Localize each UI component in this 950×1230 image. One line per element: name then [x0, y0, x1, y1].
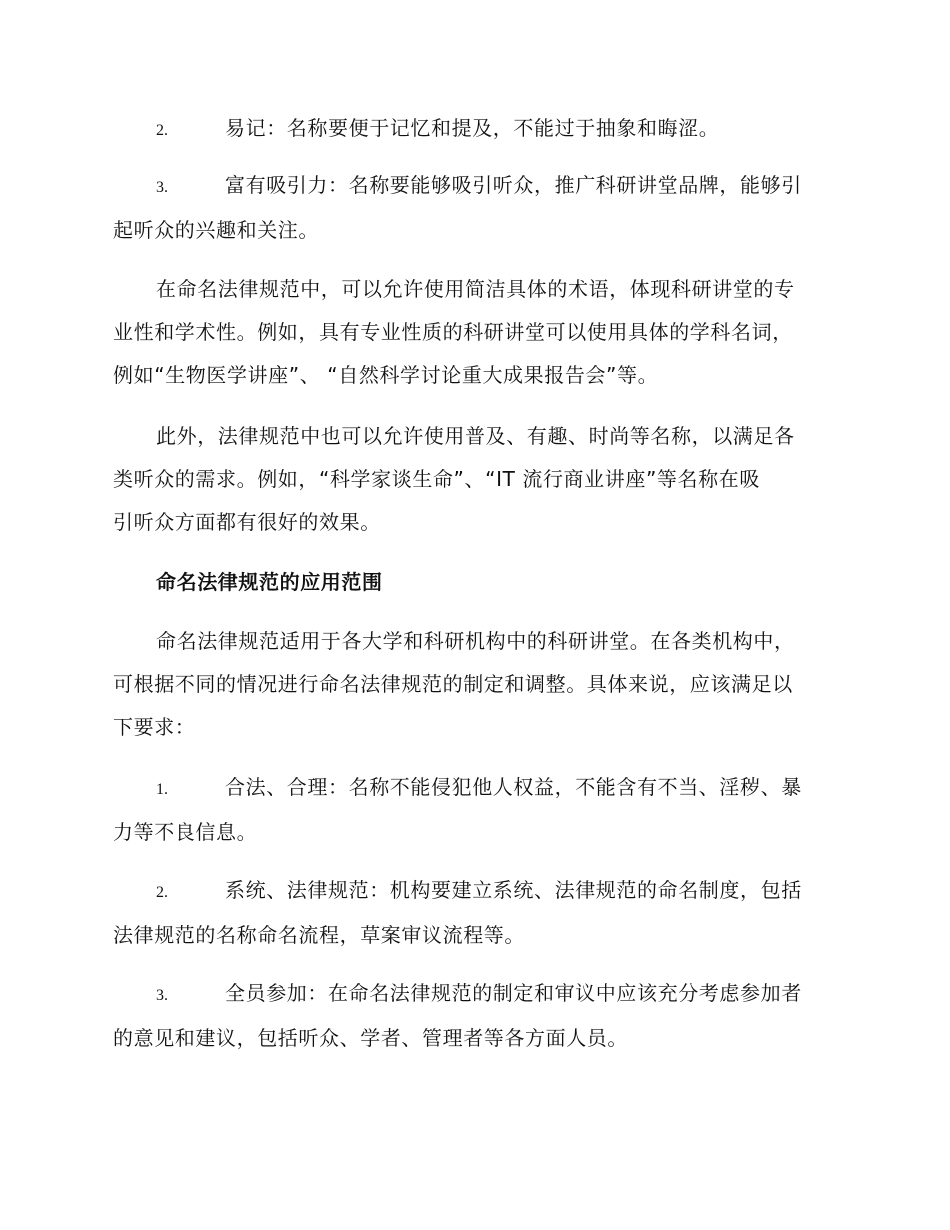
paragraph-popular: [113, 415, 837, 544]
section-heading: [113, 561, 837, 604]
list-item-line: [113, 766, 837, 811]
list-item-text: 合法、合理：名称不能侵犯他人权益，不能含有不当、淫秽、暴: [225, 775, 802, 799]
list-item-memorable: [113, 107, 837, 152]
list-number: 3.: [156, 987, 168, 1004]
paragraph-terms: [113, 268, 837, 397]
list-item-text: 系统、法律规范：机构要建立系统、法律规范的命名制度，包括: [225, 878, 802, 902]
paragraph-line: 业性和学术性。例如，具有专业性质的科研讲堂可以使用具体的学科名词，: [113, 320, 793, 344]
list-item-attractive: [113, 164, 837, 252]
paragraph-line: 命名法律规范适用于各大学和科研机构中的科研讲堂。在各类机构中，: [156, 629, 795, 653]
list-item-line: [113, 869, 837, 914]
list-item-participation: [113, 972, 837, 1060]
list-item-legal: [113, 766, 837, 854]
list-item-text: 易记：名称要便于记忆和提及，不能过于抽象和晦涩。: [225, 116, 720, 140]
paragraph-line: 类听众的需求。例如，“科学家谈生命”、“IT 流行商业讲座”等名称在吸: [113, 467, 760, 491]
paragraph-scope: [113, 620, 837, 749]
list-number: 3.: [156, 179, 168, 196]
list-item-text: 富有吸引力：名称要能够吸引听众，推广科研讲堂品牌，能够引: [225, 173, 802, 197]
paragraph-line: 例如“生物医学讲座”、 “自然科学讨论重大成果报告会”等。: [113, 363, 659, 387]
list-item-text: 力等不良信息。: [113, 820, 258, 844]
list-number: 2.: [156, 122, 168, 139]
paragraph-line: 此外，法律规范中也可以允许使用普及、有趣、时尚等名称，以满足各: [156, 424, 795, 448]
list-item-system: [113, 869, 837, 957]
list-item-text: 法律规范的名称命名流程，草案审议流程等。: [113, 923, 525, 947]
section-heading-text: 命名法律规范的应用范围: [156, 570, 383, 594]
list-item-text: 全员参加：在命名法律规范的制定和审议中应该充分考虑参加者: [225, 981, 802, 1005]
paragraph-line: 引听众方面都有很好的效果。: [113, 510, 381, 534]
list-item-text: 起听众的兴趣和关注。: [113, 218, 319, 242]
list-number: 2.: [156, 884, 168, 901]
list-item-line: [113, 107, 837, 152]
paragraph-line: 可根据不同的情况进行命名法律规范的制定和调整。具体来说，应该满足以: [113, 672, 793, 696]
list-item-line: [113, 164, 837, 209]
paragraph-line: 下要求：: [113, 715, 196, 739]
list-number: 1.: [156, 781, 168, 798]
paragraph-line: 在命名法律规范中，可以允许使用简洁具体的术语，体现科研讲堂的专: [156, 277, 795, 301]
list-item-text: 的意见和建议，包括听众、学者、管理者等各方面人员。: [113, 1026, 628, 1050]
list-item-line: [113, 972, 837, 1017]
